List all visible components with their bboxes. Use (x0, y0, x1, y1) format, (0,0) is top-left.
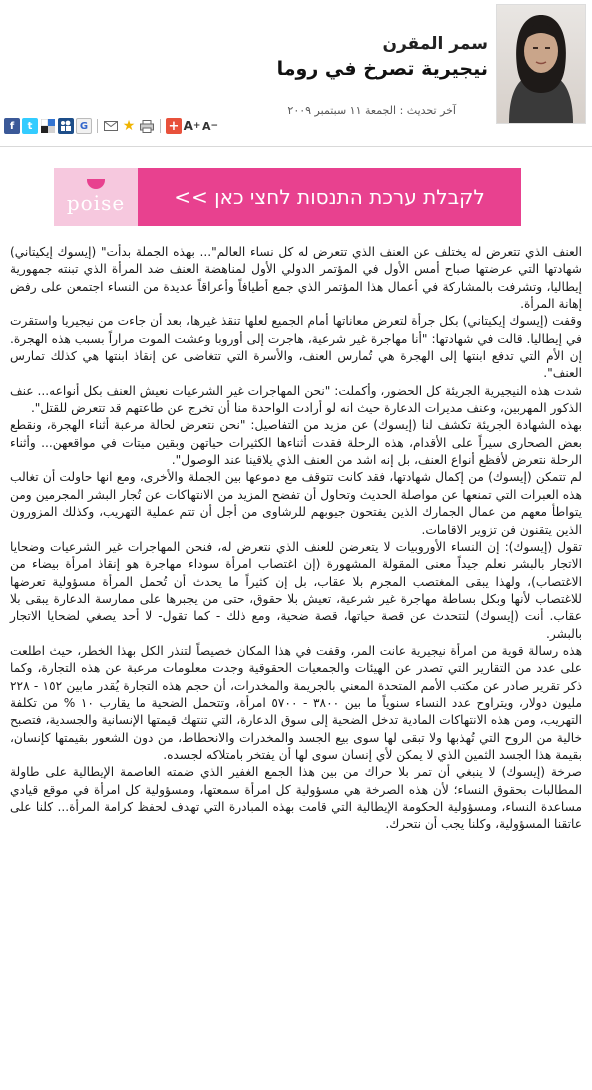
poise-brand: poise (66, 191, 126, 215)
decrease-font-button[interactable]: A − (201, 119, 219, 133)
increase-font-label: A (183, 119, 193, 133)
toolbar-divider (97, 119, 98, 133)
article-paragraph: وقفت (إيسوك إيكيتاني) بكل جرأة لتعرض معاناتها أمام الجميع لعلها تنقذ غيرها، بعد أن جاءت من نيجيريا واستقرت في إيطاليا. قالت في شهادتها: "أنا مهاجرة غير شرعية، هاجرت إلى أوروبا وعشت الموت مراراً بسبب هذه الهجرة. إن الأم التي تدفع ابنتها إلى الهجرة هي تُمارس العنف، والأسرة التي تتغاضى عن إنقاذ ابنتها هي كذلك تمارس العنف". (10, 314, 582, 381)
article-paragraph: صرخة (إيسوك) لا ينبغي أن تمر بلا حراك من بين هذا الجمع الغفير الذي ضمته العاصمة الإيطالية على طاولة المطالبات بحقوق النساء؛ لأن هذه الصرخة هي مسؤولية كل امرأة سمعتها، ومسؤولية كل امرأة في موقع قيادي مساعدة النساء، ومسؤولية الحكومة الإيطالية التي قامت بهذه المبادرة التي تهدف لحفظ كرامة المرأة... كلنا على عاتقنا المسؤولية، وكلنا يجب أن نتحرك. (10, 765, 582, 832)
header-divider (0, 146, 592, 147)
last-updated-date: آخر تحديث : الجمعة ١١ سبتمبر ٢٠٠٩ (287, 104, 456, 117)
myspace-icon[interactable] (58, 118, 74, 134)
favorite-icon[interactable]: ★ (122, 118, 136, 134)
article-paragraph: هذه رسالة قوية من امرأة نيجيرية عانت المر، وقفت في هذا المكان خصيصاً لتنذر الكل بهذا الخطر، حيث اطلعت على عدد من التقارير التي تصدر عن الهيئات والجمعيات الحقوقية وجدت معلومات مرعبة عن هذه التجارة، وكما ذكر تقرير صادر عن مكتب الأمم المتحدة المعني بالجريمة والمخدرات، أن حجم هذه التجارة يُقدر مابين ١٥٢ - ٢٢٨ مليون دولار، ويتراوح عدد النساء سنوياً ما بين ٣٨٠٠ - ٥٧٠٠ امرأة، وتتحمل الضحية ما يقارب ١٠ % من تكلفة التهريب، ومن هذه الانتهاكات المادية تدخل الضحية إلى سوق الدعارة، التي تنتهك قيمتها الإنسانية والجسدية، فتصبح خالية من الروح التي تُهذبها ولا تبقى لها سوى بيع الجسد والمخدرات والانحطاط، من دون الشعور بقيمتها كإنسان، بقيمة هذا الجسد الثمين الذي لا يمكن لأي إنسان سوى لها أن يفتخر بامتلاكه لجسده. (10, 643, 582, 762)
article-header (0, 0, 592, 150)
author-photo (496, 4, 586, 124)
article-paragraph: شدت هذه النيجيرية الجريئة كل الحضور، وأكملت: "نحن المهاجرات غير الشرعيات نعيش العنف بكل أنواعه... عنف الذكور المهربين، وعنف مديرات الدعارة حيث انه لو أرادت الواحدة منا أن تخرج عن طاعتهم قد تتعرض للقتل". (10, 383, 582, 416)
article-body (10, 244, 582, 834)
poise-drop-icon (87, 179, 105, 189)
article-paragraph: بهذه الشهادة الجريئة تكشف لنا (إيسوك) عن مزيد من التفاصيل: "نحن نتعرض لحالة مرعبة أثناء الهجرة، ونقطع بعض الصحارى سيراً على الأقدام، هذه الرحلة فقدت أثناءها الكثيرات حياتهن وبقين ميتات في مواقعهن... وأثناء الرحلة نتعرض لأفظع أنواع العنف، بل إنه اشد من العنف الذي يلاقينا عند الوصول". (10, 418, 582, 468)
poise-logo (54, 168, 138, 226)
add-icon[interactable]: + (166, 118, 182, 134)
twitter-icon[interactable]: t (22, 118, 38, 134)
author-name[interactable]: سمر المقرن (382, 34, 488, 54)
article-paragraph: لم تتمكن (إيسوك) من إكمال شهادتها، فقد كانت تتوقف مع دموعها بين الجملة والأخرى، ومع انها حاولت أن تغالب هذه العبرات التي تمنعها عن مواصلة الحديث وتحاول أن تفضح المزيد من الانتهاكات عن تُجار البشر المجرمين ومن يتواطأ معهم من عمال الجمارك الذين يفتحون جيوبهم للرشاوى من أجل أن تتم عملية التهريب، وكذلك المزورون الذين يتقنون فن تزوير الاقامات. (10, 470, 582, 537)
ad-text: לקבלת ערכת התנסות לחצי כאן >> (174, 185, 485, 209)
increase-font-button[interactable]: A + (183, 119, 201, 133)
email-icon[interactable] (103, 118, 119, 134)
article-title: نيجيرية تصرخ في روما (276, 58, 488, 80)
share-toolbar (4, 116, 218, 136)
article-paragraph: تقول (إيسوك): إن النساء الأوروبيات لا يتعرضن للعنف الذي نتعرض له، فنحن المهاجرات غير الشرعيات وضحايا الاتجار بالبشر نعلم جيداً معنى المقولة المشهورة (إن اغتصاب امرأة سوداء مهاجرة هو إنقاذ امرأة بيضاء من الاغتصاب)، ولهذا يبقى المغتصب المجرم بلا عقاب، بل إن كثيراً ما يحدث أن تُحمل المرأة مسؤولية تعرضها للاغتصاب لأنها وبكل بساطة مهاجرة غير شرعية، تعيش بلا حقوق، حتى من يجبرها على ممارسة الدعارة يبقى بلا عقاب. أنت (إيسوك) لتتحدث عن قصة حياتها، قصة ضحية، ومع ذلك - كما تقول- لا أحد يصغي لضحايا الاتجار بالبشر. (10, 539, 582, 641)
poise-ad-banner[interactable] (54, 168, 521, 226)
article-paragraph: العنف الذي تتعرض له يختلف عن العنف الذي تتعرض له كل نساء العالم"... بهذه الجملة بدأت" (إيسوك إيكيتاني) شهادتها التي عرضتها صباح أمس الأول في المؤتمر الدولي الأول لمناهضة العنف ضد المرأة الذي تبنته جمهورية إيطاليا، وتشرفت بالمشاركة في أعمال هذا المؤتمر الذي جمع أطيافاً وأعراقاً عديدة من النساء اجتمعن على رفض إهانة المرأة. (10, 245, 582, 312)
google-icon[interactable]: G (76, 118, 92, 134)
toolbar-divider (160, 119, 161, 133)
delicious-icon[interactable] (40, 118, 56, 134)
facebook-icon[interactable]: f (4, 118, 20, 134)
print-icon[interactable] (139, 118, 155, 134)
decrease-font-label: A (201, 119, 211, 133)
